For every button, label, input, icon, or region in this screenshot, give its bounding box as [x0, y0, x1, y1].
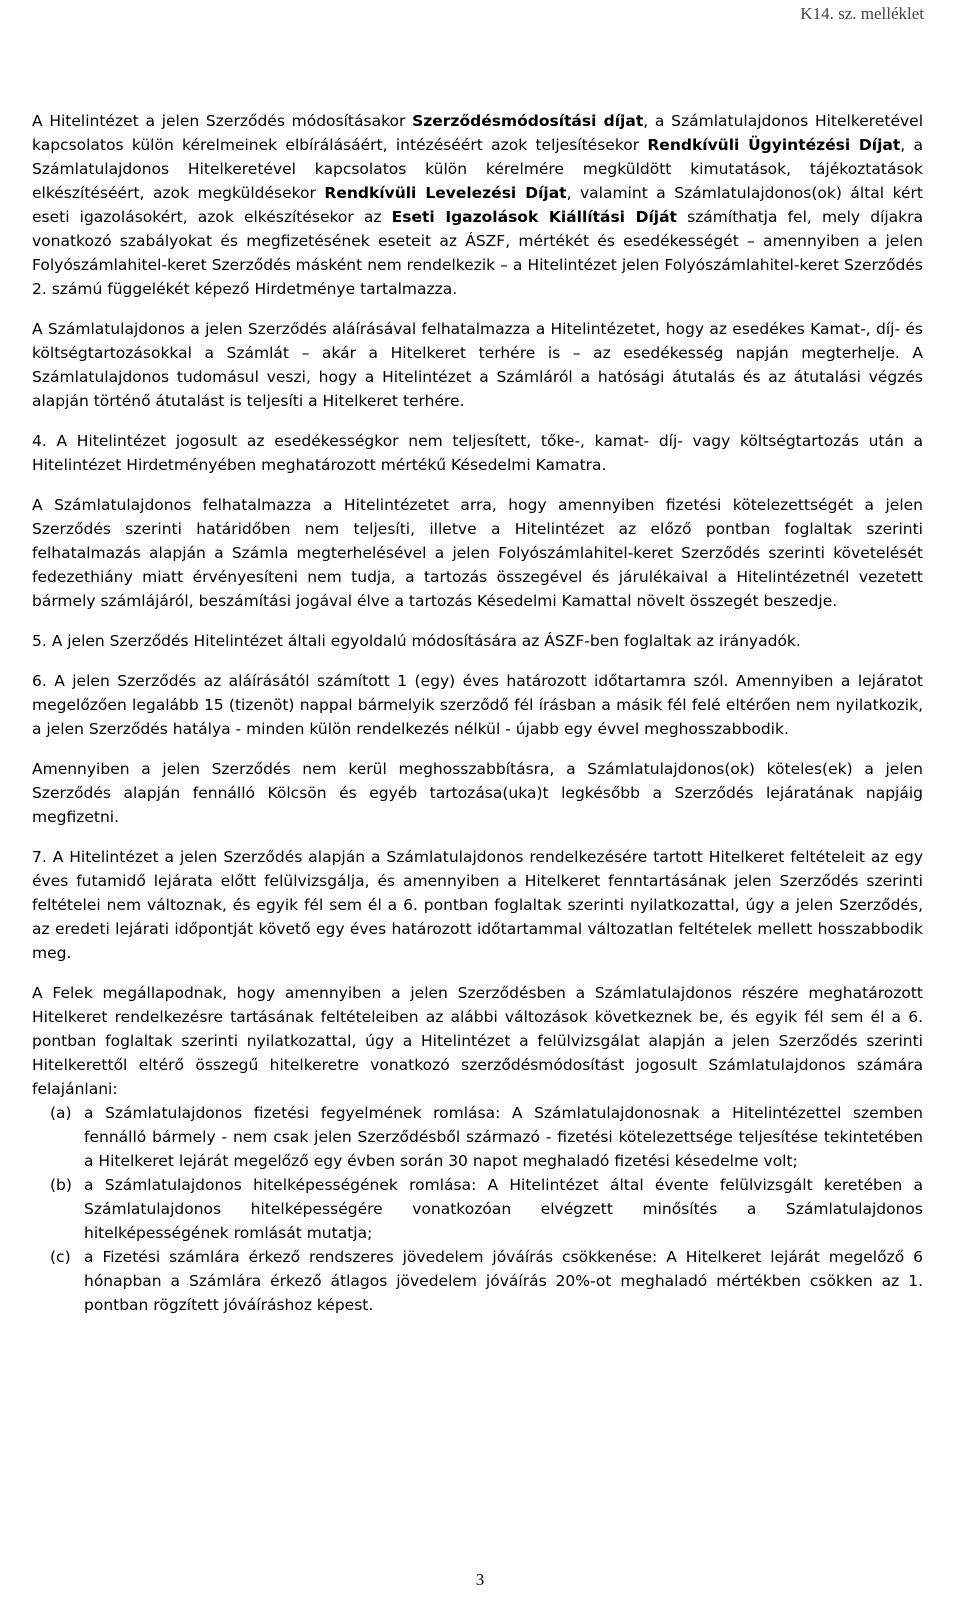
paragraph-section-7: 7. A Hitelintézet a jelen Szerződés alapján a Számlatulajdonos rendelkezésére tartott Hitelkeret feltételeit az egy éves futamidő lejárata előtt felülvizsgálja, és amennyiben a Hitelkeret fenntartásának jelen Szerződés szerinti feltételei nem változnak, és egyik fél sem él a 6. pontban foglaltak szerinti nyilatkozattal, úgy a jelen Szerződés, az eredeti lejárati időpontját követő egy éves határozott időtartammal változatlan feltételek mellett hosszabbodik meg. [32, 848, 923, 962]
paragraph-agreement: A Felek megállapodnak, hogy amennyiben a jelen Szerződésben a Számlatulajdonos részére meghatározott Hitelkeret rendelkezésre tartásának feltételeiben az alábbi változások következnek be, és egyik fél sem él a 6. pontban foglaltak szerinti nyilatkozattal, úgy a Hitelintézet a felülvizsgálat alapján a jelen Szerződés szerinti Hitelkerettől eltérő összegű hitelkeretre vonatkozó szerződésmódosítást jogosult Számlatulajdonos számára felajánlani: [32, 984, 923, 1098]
paragraph-collection: A Számlatulajdonos felhatalmazza a Hitelintézetet arra, hogy amennyiben fizetési kötelezettségét a jelen Szerződés szerinti határidőben nem teljesíti, illetve a Hitelintézet az előző pontban foglaltak szerinti felhatalmazás alapján a Számla megterhelésével a jelen Folyószámlahitel-keret Szerződés szerinti követelését fedezethiány miatt érvényesíteni nem tudja, a tartozás összegével és járulékaival a Hitelintézetnél vezetett bármely számlájáról, beszámítási jogával élve a tartozás Késedelmi Kamattal növelt összegét beszedje. [32, 496, 923, 610]
bold-term: Eseti Igazolások Kiállítási Díját [391, 208, 677, 226]
list-item [32, 1173, 923, 1245]
page-number: 3 [475, 1570, 485, 1589]
paragraph-non-renewal: Amennyiben a jelen Szerződés nem kerül meghosszabbításra, a Számlatulajdonos(ok) köteles(ek) a jelen Szerződés alapján fennálló Kölcsön és egyéb tartozása(uka)t legkésőbb a Szerződés lejáratának napjáig megfizetni. [32, 760, 923, 826]
document-body [32, 109, 923, 1317]
paragraph-authorization: A Számlatulajdonos a jelen Szerződés aláírásával felhatalmazza a Hitelintézetet, hogy az esedékes Kamat-, díj- és költségtartozásokkal a Számlát – akár a Hitelkeret terhére is – az esedékesség napján megterhelje. A Számlatulajdonos tudomásul veszi, hogy a Hitelintézet a Számláról a hatósági átutalás és az átutalási végzés alapján történő átutalást is teljesíti a Hitelkeret terhére. [32, 320, 923, 410]
paragraph-section-4: 4. A Hitelintézet jogosult az esedékességkor nem teljesített, tőke-, kamat- díj- vagy költségtartozás után a Hitelintézet Hirdetményében meghatározott mértékű Késedelmi Kamatra. [32, 432, 923, 474]
list-item [32, 1101, 923, 1173]
list-item-text: a Számlatulajdonos hitelképességének romlása: A Hitelintézet által évente felülvizsgált keretében a Számlatulajdonos hitelképességére vonatkozóan elvégzett minősítés a Számlatulajdonos hitelképességének romlását mutatja; [84, 1176, 923, 1242]
paragraph-fees [32, 109, 923, 301]
list-item [32, 1245, 923, 1317]
paragraph-text: , valamint a Számlatulajdonos(ok) által kért eseti igazolásokért, azok elkészítésekor az [32, 184, 923, 226]
bold-term: Rendkívüli Levelezési Díjat [324, 184, 567, 202]
bold-term: Rendkívüli Ügyintézési Díjat [647, 136, 901, 154]
paragraph-section-5: 5. A jelen Szerződés Hitelintézet általi egyoldalú módosítására az ÁSZF-ben foglaltak az irányadók. [32, 632, 801, 650]
paragraph-text: , a Számlatulajdonos Hitelkeretével kapcsolatos külön kérelmeinek elbírálásáért, intézéséért azok teljesítésekor [32, 112, 924, 154]
paragraph-section-6: 6. A jelen Szerződés az aláírásától számított 1 (egy) éves határozott időtartamra szól. Amennyiben a lejáratot megelőzően legalább 15 (tizenöt) nappal bármelyik szerződő fél írásban a másik fél felé eltérően nem nyilatkozik, a jelen Szerződés hatálya - minden külön rendelkezés nélkül - újabb egy évvel meghosszabbodik. [32, 672, 923, 738]
bold-term: Szerződésmódosítási díjat [412, 112, 644, 130]
list-marker: (b) [50, 1176, 72, 1194]
annex-label: K14. sz. melléklet [800, 4, 924, 23]
list-item-text: a Fizetési számlára érkező rendszeres jövedelem jóváírás csökkenése: A Hitelkeret lejárát megelőző 6 hónapban a Számlára érkező átlagos jövedelem jóváírás 20%-ot meghaladó mértékben csökken az 1. pontban rögzített jóváíráshoz képest. [84, 1248, 923, 1314]
paragraph-text: számíthatja fel, mely díjakra vonatkozó szabályokat és megfizetésének eseteit az ÁSZF, mértékét és esedékességét – amennyiben a jelen Folyószámlahitel-keret Szerződés másként nem rendelkezik – a Hitelintézet jelen Folyószámlahitel-keret Szerződés 2. számú függelékét képező Hirdetménye tartalmazza. [32, 208, 923, 298]
list-marker: (c) [50, 1248, 71, 1266]
paragraph-text: , a Számlatulajdonos Hitelkeretével kapcsolatos külön kérelmére megküldött kimutatások, tájékoztatások elkészítéséért, azok megküldésekor [32, 136, 923, 202]
paragraph-text: A Hitelintézet a jelen Szerződés módosításakor [32, 112, 413, 130]
list-marker: (a) [50, 1104, 72, 1122]
list-item-text: a Számlatulajdonos fizetési fegyelmének romlása: A Számlatulajdonosnak a Hitelintézettel szemben fennálló bármely - nem csak jelen Szerződésből származó - fizetési kötelezettsége teljesítése tekintetében a Hitelkeret lejárát megelőző egy évben során 30 napot meghaladó fizetési késedelme volt; [84, 1104, 923, 1170]
conditions-list [32, 1101, 923, 1317]
